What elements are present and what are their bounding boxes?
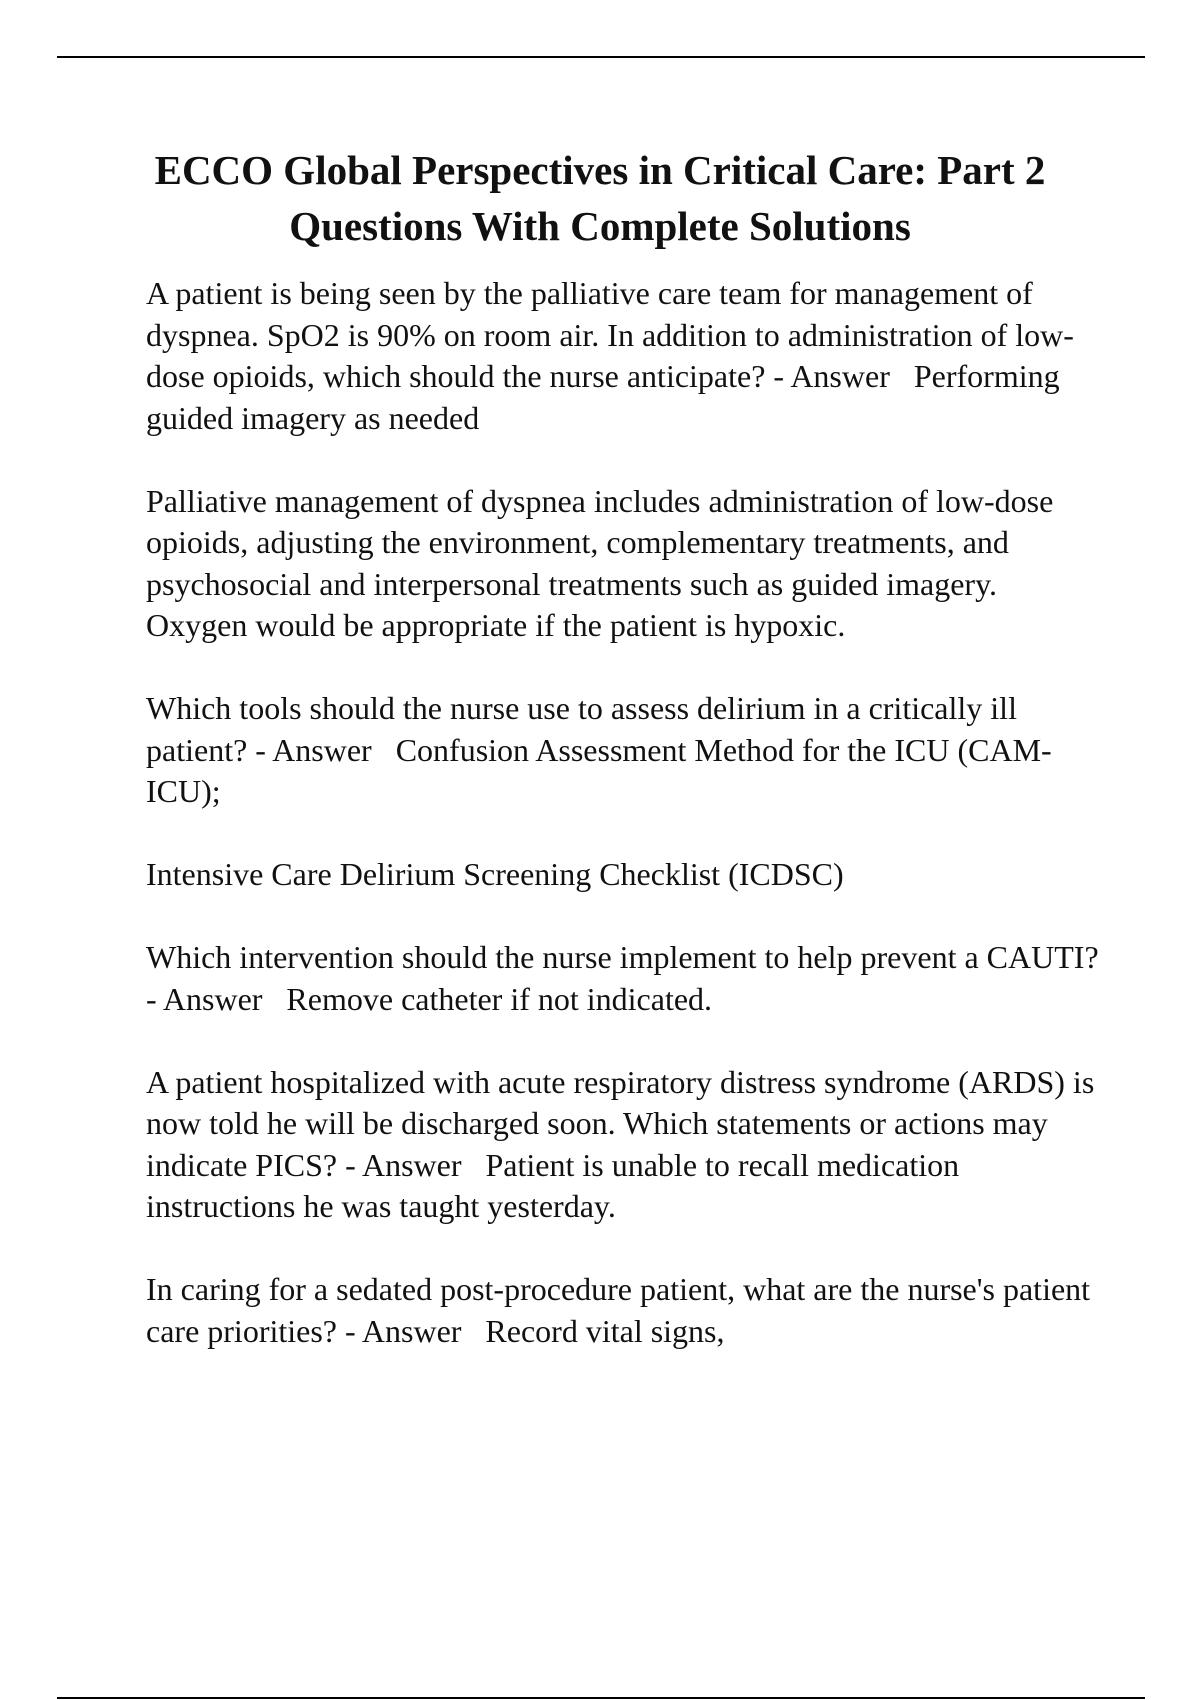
document-title: ECCO Global Perspectives in Critical Care: Part 2 Questions With Complete Solutions: [154, 147, 1046, 249]
paragraph-pics-question: A patient hospitalized with acute respiratory distress syndrome (ARDS) is now told he will be discharged soon. Which statements or actions may indicate PICS? - Answer Patient is unable to recall medication instructions he was taught yesterday.: [146, 1063, 1103, 1224]
paragraph-sedated-patient-question: In caring for a sedated post-procedure patient, what are the nurse's patient care priorities? - Answer Record vital signs,: [146, 1271, 1099, 1349]
paragraph-palliative-dyspnea-question: A patient is being seen by the palliative care team for management of dyspnea. SpO2 is 90% on room air. In addition to administration of low-dose opioids, which should the nurse anticipate? - Answer Performing guided imagery as needed: [146, 275, 1074, 436]
document-body: [146, 273, 1106, 1394]
paragraph-delirium-tools-answer: Intensive Care Delirium Screening Checklist (ICDSC): [146, 856, 844, 892]
top-divider: [57, 56, 1145, 58]
bottom-divider: [57, 1697, 1145, 1699]
paragraph-palliative-dyspnea-rationale: Palliative management of dyspnea includes administration of low-dose opioids, adjusting the environment, complementary treatments, and psychosocial and interpersonal treatments such as guided imagery. Oxygen would be appropriate if the patient is hypoxic.: [146, 482, 1062, 643]
paragraph-delirium-tools-question: Which tools should the nurse use to assess delirium in a critically ill patient? - Answer Confusion Assessment Method for the ICU (CAM-ICU);: [146, 690, 1052, 809]
paragraph-cauti-question: Which intervention should the nurse implement to help prevent a CAUTI? - Answer Remove catheter if not indicated.: [146, 939, 1107, 1017]
